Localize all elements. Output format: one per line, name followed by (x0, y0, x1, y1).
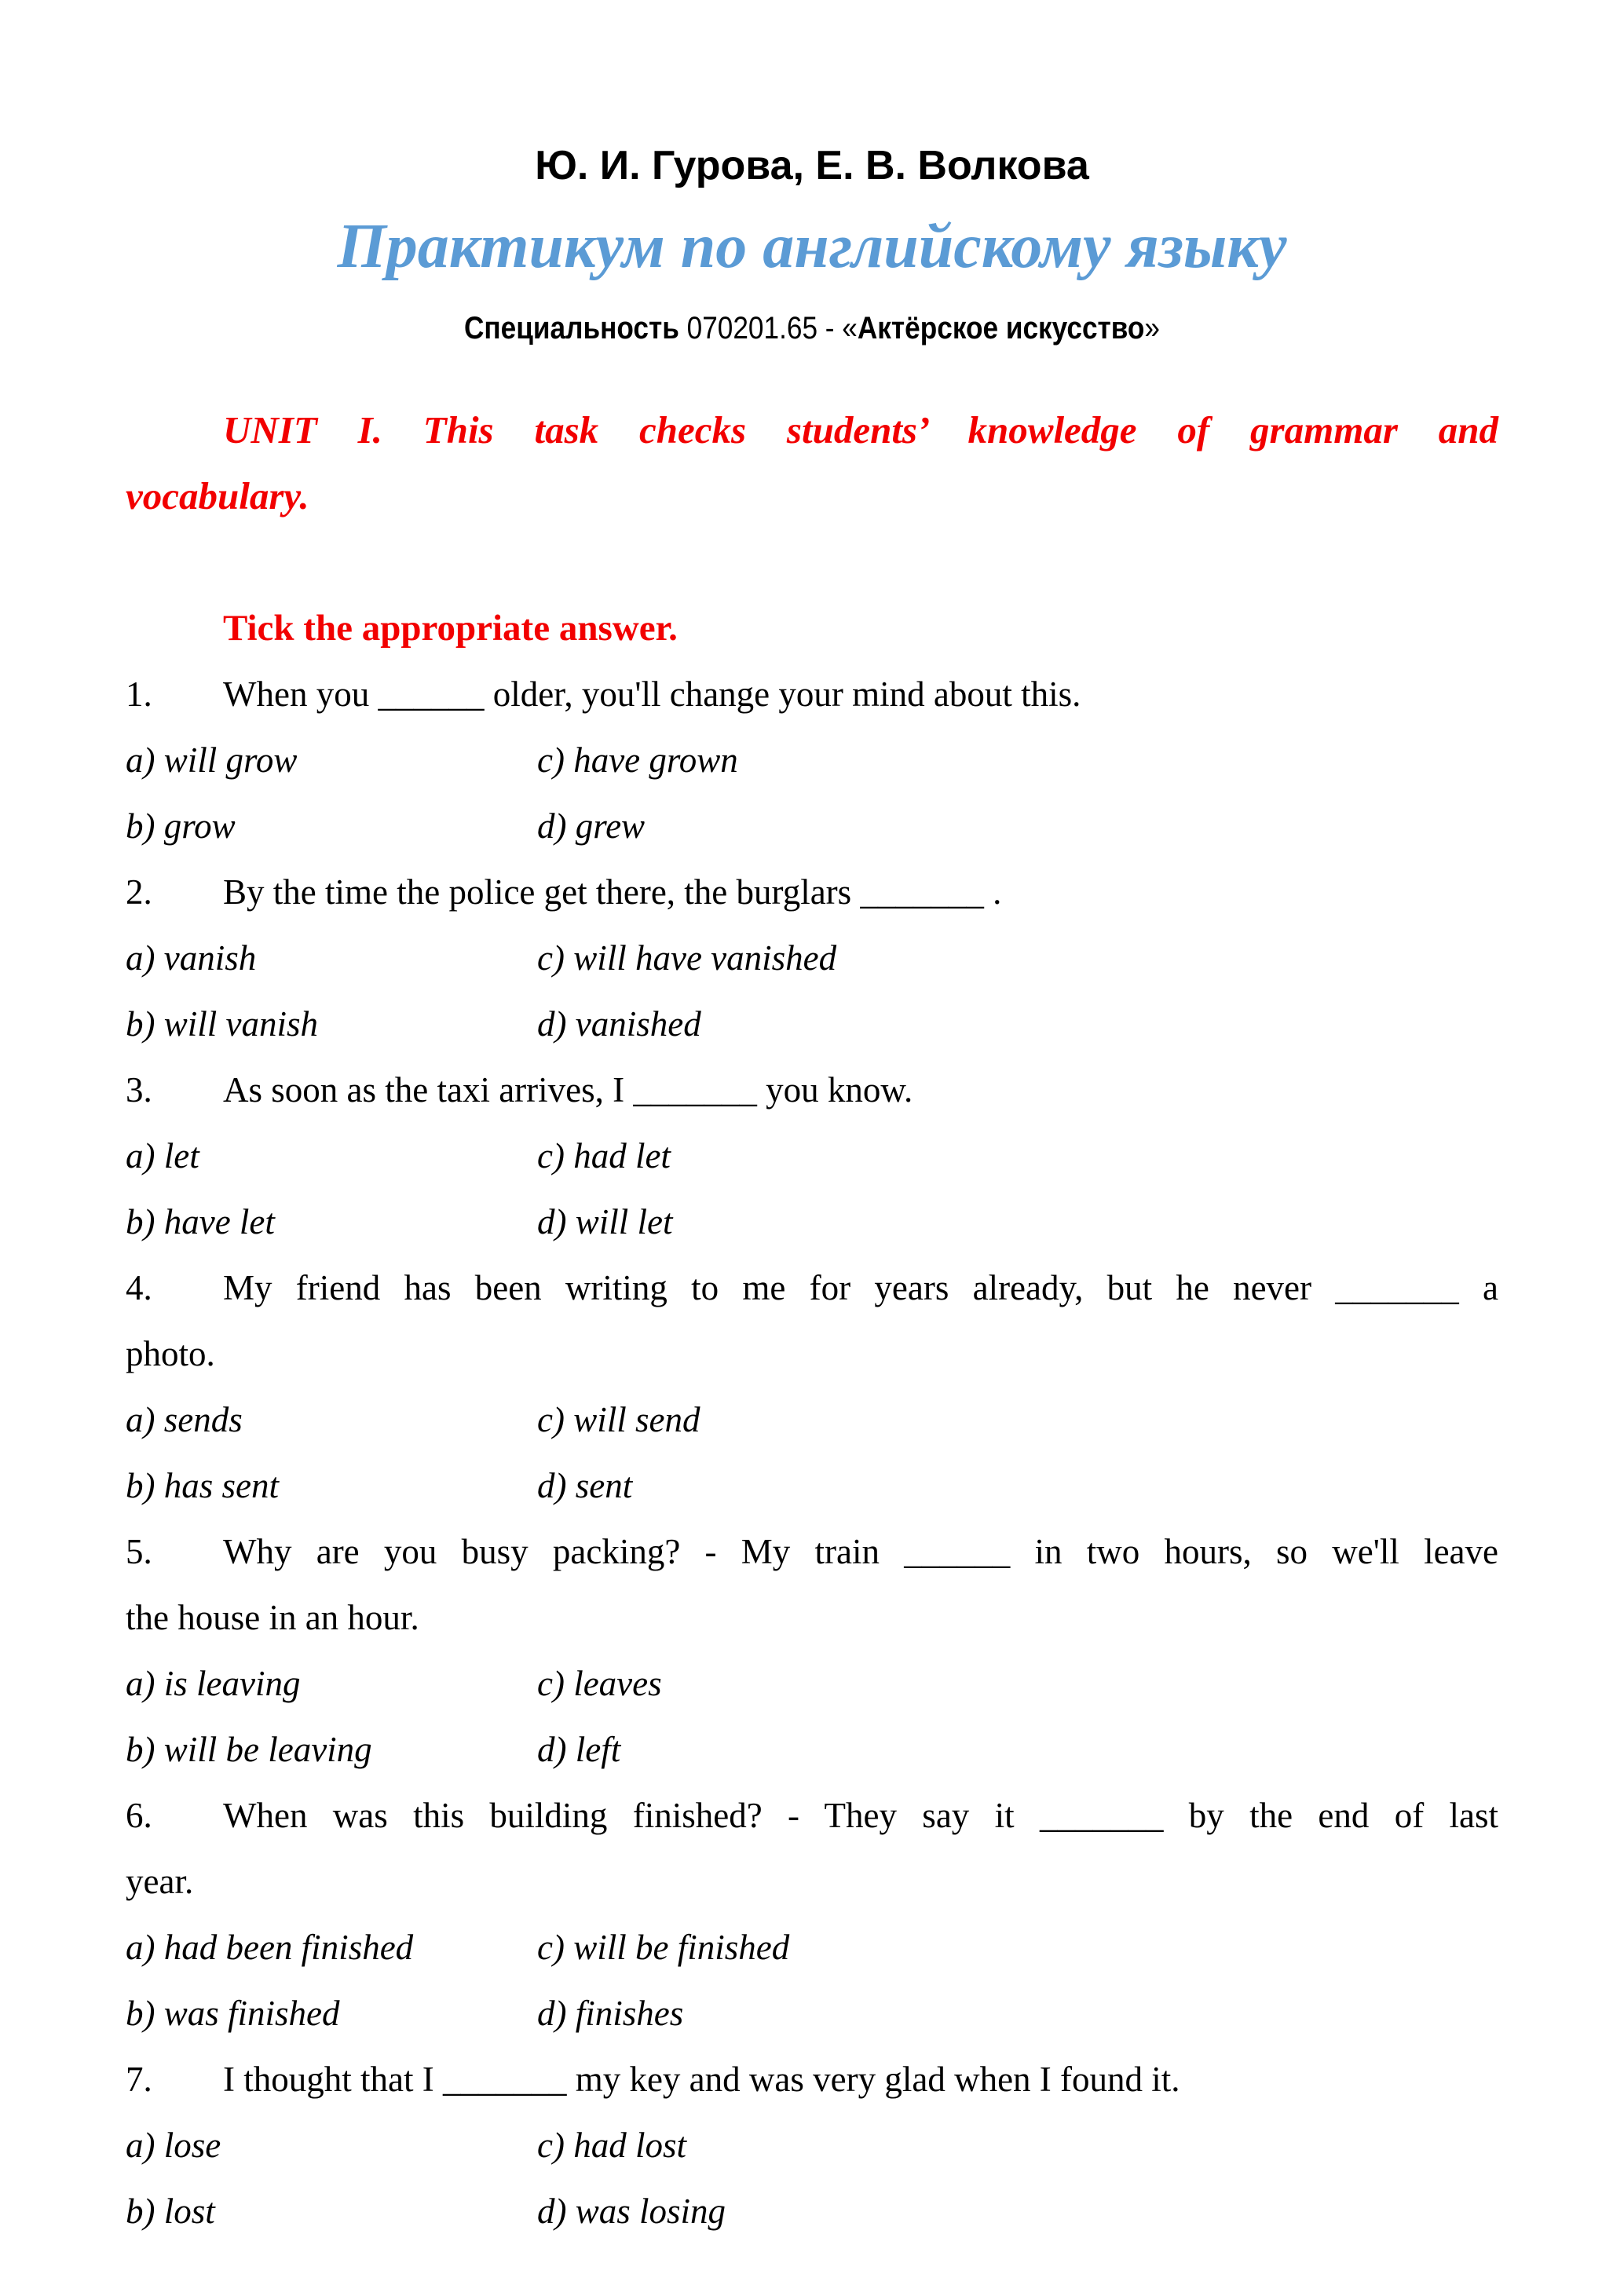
option: c) had let (537, 1136, 671, 1175)
option: c) will send (537, 1400, 700, 1439)
option: b) lost (126, 2192, 215, 2231)
questions-section (126, 661, 1498, 2244)
option: d) will let (537, 1202, 673, 1241)
document-header (0, 0, 1624, 347)
question-text-line: photo. (126, 1334, 215, 1373)
question-text-line: year. (126, 1862, 194, 1901)
question-text-line (126, 1519, 1498, 1585)
options-row (126, 1717, 1498, 1782)
options-row (126, 925, 1498, 991)
options-row (126, 2178, 1498, 2244)
options-row (126, 991, 1498, 1057)
book-title: Практикум по английскому языку (337, 212, 1287, 281)
question-number: 3. (126, 1070, 152, 1110)
options-row (126, 1387, 1498, 1453)
question-text: When you ______ older, you'll change your mind about this. (223, 675, 1081, 714)
option: d) finishes (537, 1994, 684, 2033)
subtitle-label: Специальность (463, 311, 679, 345)
options-row (126, 1123, 1498, 1189)
authors-heading: Ю. И. Гурова, Е. В. Волкова (535, 143, 1089, 188)
question-lines (126, 859, 1498, 925)
option: d) vanished (537, 1004, 701, 1044)
option: b) will vanish (126, 1004, 318, 1044)
option: c) had lost (537, 2126, 686, 2165)
question-text: Why are you busy packing? - My train ______ in two hours, so we'll leave (223, 1532, 1498, 1571)
question-item (126, 859, 1498, 1057)
options-row (126, 1189, 1498, 1255)
subtitle-close-quote: » (1144, 311, 1161, 345)
options-row (126, 727, 1498, 793)
question-item (126, 1057, 1498, 1255)
question-lines (126, 1782, 1498, 1914)
options-row (126, 1453, 1498, 1519)
option: a) lose (126, 2126, 221, 2165)
option: a) is leaving (126, 1664, 301, 1703)
question-text: When was this building finished? - They say it _______ by the end of last (223, 1796, 1498, 1835)
question-number: 1. (126, 675, 152, 714)
option: c) have grown (537, 740, 738, 780)
unit-heading-line2: vocabulary. (126, 474, 309, 517)
option: d) left (537, 1730, 621, 1769)
question-text-line (126, 2046, 1498, 2112)
unit-heading (126, 397, 1498, 529)
question-text: I thought that I _______ my key and was very glad when I found it. (223, 2060, 1180, 2099)
subtitle-code: 070201.65 - « (678, 311, 858, 345)
question-text: My friend has been writing to me for years already, but he never _______ a (223, 1268, 1498, 1307)
question-text-line (126, 661, 1498, 727)
question-item (126, 1782, 1498, 2046)
option: c) will be finished (537, 1928, 790, 1967)
question-text-line (126, 859, 1498, 925)
option: a) vanish (126, 938, 257, 978)
question-item (126, 1519, 1498, 1782)
question-lines (126, 2046, 1498, 2112)
question-item (126, 661, 1498, 859)
option: a) had been finished (126, 1928, 414, 1967)
unit-heading-line1: UNIT I. This task checks students’ knowledge of grammar and (223, 408, 1498, 452)
question-text-line (126, 1255, 1498, 1321)
option: c) leaves (537, 1664, 662, 1703)
option: a) sends (126, 1400, 243, 1439)
option: d) sent (537, 1466, 633, 1505)
question-lines (126, 1057, 1498, 1123)
option: d) grew (537, 806, 646, 846)
options-row (126, 1651, 1498, 1717)
question-lines (126, 1255, 1498, 1387)
question-text-line (126, 1782, 1498, 1848)
option: a) will grow (126, 740, 298, 780)
question-number: 7. (126, 2060, 152, 2099)
question-text: As soon as the taxi arrives, I _______ you know. (223, 1070, 913, 1110)
question-number: 2. (126, 872, 152, 912)
question-number: 5. (126, 1532, 152, 1571)
question-lines (126, 661, 1498, 727)
question-number: 4. (126, 1268, 152, 1307)
options-row (126, 2112, 1498, 2178)
options-row (126, 1980, 1498, 2046)
question-number: 6. (126, 1796, 152, 1835)
subtitle-speciality: Актёрское искусство (857, 311, 1145, 345)
speciality-subtitle (97, 309, 1527, 347)
question-text-line (126, 1057, 1498, 1123)
options-row (126, 793, 1498, 859)
option: b) grow (126, 806, 236, 846)
option: b) have let (126, 1202, 275, 1241)
option: b) has sent (126, 1466, 279, 1505)
option: d) was losing (537, 2192, 726, 2231)
question-lines (126, 1519, 1498, 1651)
question-text: By the time the police get there, the burglars _______ . (223, 872, 1002, 912)
tick-instruction: Tick the appropriate answer. (223, 608, 678, 649)
option: a) let (126, 1136, 199, 1175)
options-row (126, 1914, 1498, 1980)
question-item (126, 2046, 1498, 2244)
question-text-line: the house in an hour. (126, 1598, 419, 1637)
option: b) will be leaving (126, 1730, 372, 1769)
option: c) will have vanished (537, 938, 837, 978)
option: b) was finished (126, 1994, 340, 2033)
document-body (126, 397, 1498, 2244)
question-item (126, 1255, 1498, 1519)
